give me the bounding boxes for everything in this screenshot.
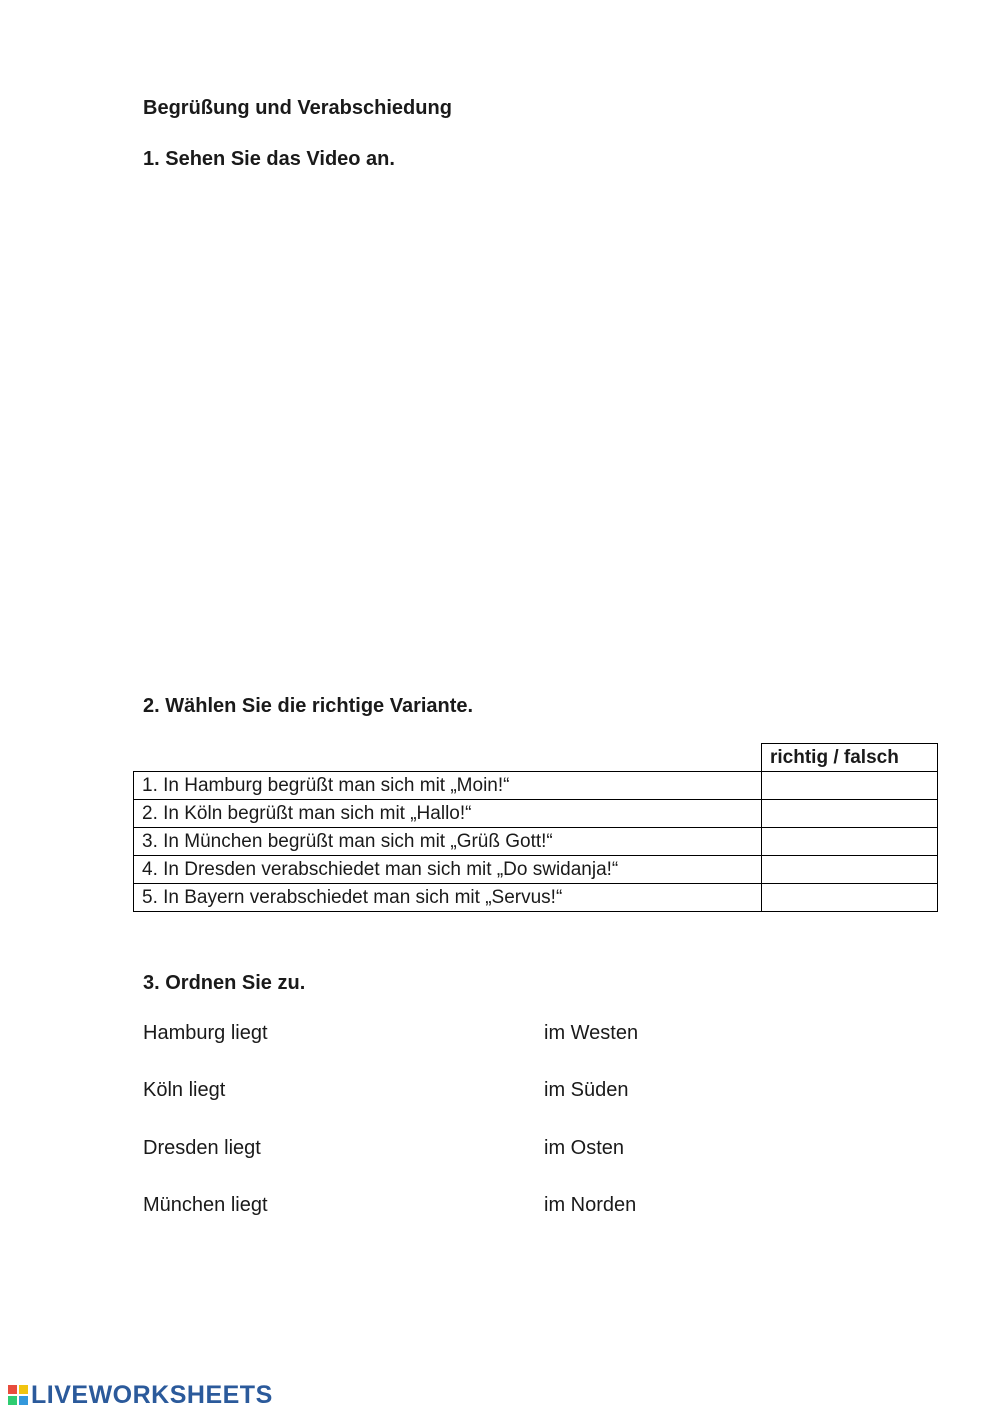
table-row: [134, 772, 938, 800]
match-left-item[interactable]: Dresden liegt: [143, 1137, 261, 1159]
statement-cell: 5. In Bayern verabschiedet man sich mit „Servus!“: [134, 884, 762, 912]
section-1-heading: 1. Sehen Sie das Video an.: [143, 148, 395, 170]
match-right-item[interactable]: im Süden: [544, 1079, 629, 1101]
table-row: [134, 828, 938, 856]
column-header-richtig-falsch: richtig / falsch: [762, 744, 938, 772]
match-left-item[interactable]: München liegt: [143, 1194, 268, 1216]
logo-text: LIVEWORKSHEETS: [31, 1380, 273, 1409]
statement-cell: 4. In Dresden verabschiedet man sich mit „Do swidanja!“: [134, 856, 762, 884]
statement-cell: 3. In München begrüßt man sich mit „Grüß Gott!“: [134, 828, 762, 856]
answer-cell[interactable]: [762, 772, 938, 800]
logo-blocks-icon: [8, 1385, 28, 1405]
section-2-heading: 2. Wählen Sie die richtige Variante.: [143, 695, 474, 717]
match-left-item[interactable]: Köln liegt: [143, 1079, 226, 1101]
section-3-heading: 3. Ordnen Sie zu.: [143, 972, 306, 994]
answer-cell[interactable]: [762, 828, 938, 856]
match-left-item[interactable]: Hamburg liegt: [143, 1022, 268, 1044]
page-title: Begrüßung und Verabschiedung: [143, 97, 452, 119]
statement-cell: 2. In Köln begrüßt man sich mit „Hallo!“: [134, 800, 762, 828]
table-row: [134, 800, 938, 828]
table-row: [134, 856, 938, 884]
video-placeholder[interactable]: [143, 190, 903, 660]
true-false-table: [133, 743, 938, 912]
match-right-item[interactable]: im Westen: [544, 1022, 639, 1044]
liveworksheets-logo: [8, 1380, 273, 1410]
answer-cell[interactable]: [762, 884, 938, 912]
statement-cell: 1. In Hamburg begrüßt man sich mit „Moin!“: [134, 772, 762, 800]
table-row: [134, 884, 938, 912]
answer-cell[interactable]: [762, 856, 938, 884]
answer-cell[interactable]: [762, 800, 938, 828]
match-right-item[interactable]: im Osten: [544, 1137, 625, 1159]
match-right-item[interactable]: im Norden: [544, 1194, 637, 1216]
